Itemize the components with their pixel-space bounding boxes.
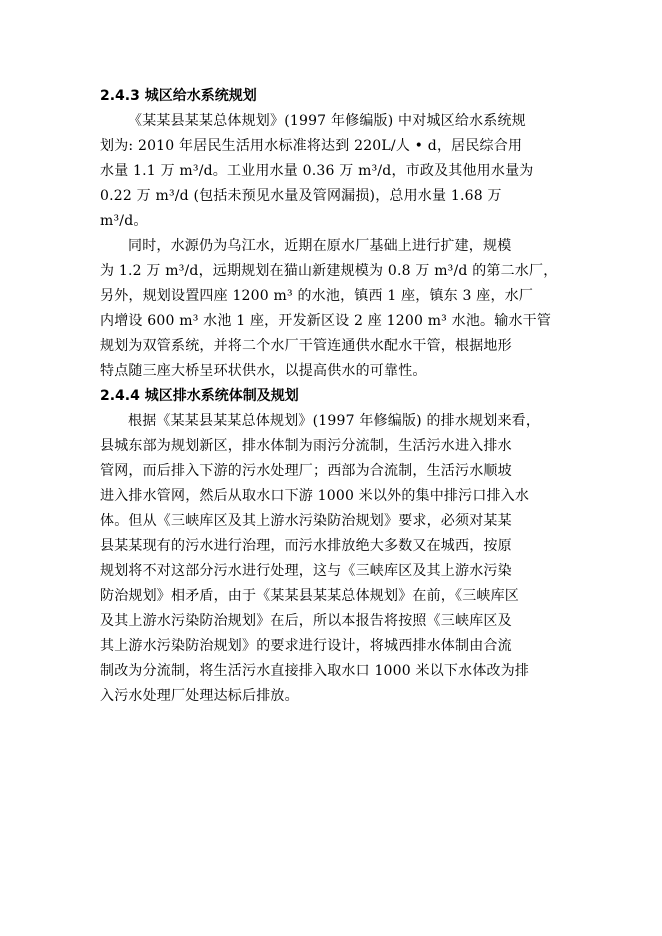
section-heading-2-4-3: 2.4.3 城区给水系统规划 [100, 88, 257, 104]
paragraph-line: 规划为双管系统，并将二个水厂干管连通供水配水干管，根据地形 [100, 338, 512, 354]
paragraph-line: 进入排水管网，然后从取水口下游 1000 米以外的集中排污口排入水 [100, 488, 530, 504]
paragraph-line: 《某某县某某总体规划》(1997 年修编版) 中对城区给水系统规 [128, 113, 526, 129]
paragraph-line: 同时，水源仍为乌江水，近期在原水厂基础上进行扩建，规模 [128, 238, 512, 254]
paragraph-line: 制改为分流制，将生活污水直接排入取水口 1000 米以下水体改为排 [100, 663, 530, 679]
paragraph-line: 规划将不对这部分污水进行处理，这与《三峡库区及其上游水污染 [100, 563, 512, 579]
paragraph-line: 特点随三座大桥呈环状供水，以提高供水的可靠性。 [100, 363, 427, 379]
paragraph-line: 另外，规划设置四座 1200 m³ 的水池，镇西 1 座，镇东 3 座，水厂 [100, 288, 534, 304]
paragraph-line: 及其上游水污染防治规划》在后，所以本报告将按照《三峡库区及 [100, 613, 512, 629]
paragraph-line: m³/d。 [100, 213, 148, 229]
paragraph-line: 县某某现有的污水进行治理，而污水排放绝大多数又在城西，按原 [100, 538, 512, 554]
paragraph-line: 内增设 600 m³ 水池 1 座，开发新区设 2 座 1200 m³ 水池。输水干管 [100, 313, 552, 329]
paragraph-line: 县城东部为规划新区，排水体制为雨污分流制，生活污水进入排水 [100, 438, 512, 454]
paragraph-line: 为 1.2 万 m³/d，远期规划在猫山新建规模为 0.8 万 m³/d 的第二水厂， [100, 263, 558, 279]
paragraph-line: 入污水处理厂处理达标后排放。 [100, 688, 299, 704]
paragraph-line: 其上游水污染防治规划》的要求进行设计，将城西排水体制由合流 [100, 638, 512, 654]
paragraph-line: 0.22 万 m³/d (包括未预见水量及管网漏损)，总用水量 1.68 万 [100, 188, 502, 204]
section-heading-2-4-4: 2.4.4 城区排水系统体制及规划 [100, 388, 299, 404]
paragraph-line: 划为: 2010 年居民生活用水标准将达到 220L/人 • d，居民综合用 [100, 138, 523, 154]
paragraph-line: 根据《某某县某某总体规划》(1997 年修编版) 的排水规划来看， [128, 413, 541, 429]
paragraph-line: 防治规划》相矛盾，由于《某某县某某总体规划》在前，《三峡库区 [100, 588, 519, 604]
paragraph-line: 水量 1.1 万 m³/d。工业用水量 0.36 万 m³/d，市政及其他用水量为 [100, 163, 534, 179]
paragraph-line: 管网，而后排入下游的污水处理厂；西部为合流制，生活污水顺坡 [100, 463, 512, 479]
paragraph-line: 体。但从《三峡库区及其上游水污染防治规划》要求，必须对某某 [100, 513, 512, 529]
